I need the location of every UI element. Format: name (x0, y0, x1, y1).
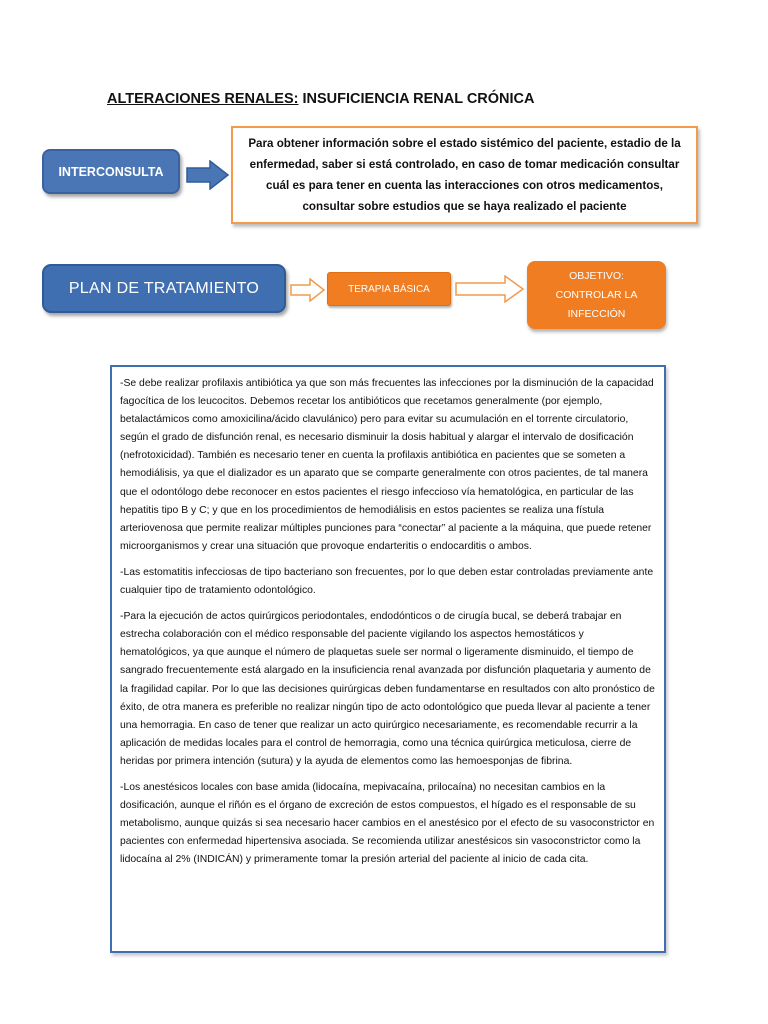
interconsulta-arrow-icon (186, 160, 230, 190)
paragraph-quirurgicos: -Para la ejecución de actos quirúrgicos periodontales, endodónticos o de cirugía bucal, se deberá trabajar en estrecha colaboración con el médico responsable del paciente vigilando los aspectos hemostáticos y hematológicos, ya que aunque el número de plaquetas suele ser normal o ligeramente disminuido, el tiempo de sangrado frecuentemente está alargado en la insuficiencia renal avanzada por disfunción plaquetaria y aumento de la fragilidad capilar. Por lo que las decisiones quirúrgicas deben fundamentarse en resultados con alto pronóstico de éxito, de otra manera es preferible no realizar ningún tipo de acto odontológico que pueda llevar al paciente a tener una hemorragia. En caso de tener que realizar un acto quirúrgico necesariamente, es recomendable recurrir a la aplicación de medidas locales para el control de hemorragia, como una técnica quirúrgica meticulosa, cierre de heridas por primera intención (sutura) y la ayuda de elementos como las hemoesponjas de fibrina. (120, 611, 655, 767)
paragraph-anestesicos: -Los anestésicos locales con base amida (lidocaína, mepivacaína, prilocaína) no necesitan cambios en la dosificación, aunque el riñón es el órgano de excreción de estos compuestos, el hígado es el responsable de su metabolismo, aunque quizás si sea necesario hacer cambios en el anestésico por el efecto de su vasoconstrictor en pacientes con enfermedad hipertensiva asociada. Se recomienda utilizar anestésicos sin vasoconstrictor como la lidocaína al 2% (INDICÁN) y primeramente tomar la presión arterial del paciente al inicio de cada cita. (120, 781, 655, 866)
objetivo-line-1: OBJETIVO: (569, 269, 624, 282)
objetivo-line-3: INFECCIÓN (567, 307, 626, 320)
objetivo-box (527, 261, 666, 329)
terapia-arrow-icon (455, 275, 525, 303)
paragraph-profilaxis: -Se debe realizar profilaxis antibiótica ya que son más frecuentes las infecciones por la disminución de la capacidad fagocítica de los leucocitos. Debemos recetar los antibióticos que recetamos generalmente (por ejemplo, betalactámicos como amoxicilina/ácido clavulánico) pero para evitar su acumulación en el torrente circulatorio, según el grado de disfunción renal, es necesario disminuir la dosis habitual y alargar el intervalo de dosificación (nefrotoxicidad). También es necesario tener en cuenta la profilaxis antibiótica en pacientes que se someten a hemodiálisis, ya que el dializador es un aparato que se comparte generalmente con otros pacientes, de tal manera que el odontólogo debe reconocer en estos pacientes el riesgo infeccioso vía hematológica, en particular de las hepatitis tipo B y C; y que en los procedimientos de hemodiálisis en estos pacientes se realiza una fístula arteriovenosa que permite realizar múltiples punciones para “conectar” al paciente a la máquina, que puede retener microorganismos y crear una situación que provoque endarteritis o endocarditis o ambos. (120, 378, 654, 552)
paragraph-estomatitis: -Las estomatitis infecciosas de tipo bacteriano son frecuentes, por lo que deben estar controladas previamente ante cualquier tipo de tratamiento odontológico. (120, 566, 654, 597)
page-title (107, 91, 667, 107)
interconsulta-box: INTERCONSULTA (42, 149, 180, 194)
title-subtitle: INSUFICIENCIA RENAL CRÓNICA (298, 91, 535, 107)
objetivo-line-2: CONTROLAR LA (555, 288, 638, 301)
title-main: ALTERACIONES RENALES: (107, 91, 299, 107)
interconsulta-info-box: Para obtener información sobre el estado sistémico del paciente, estadio de la enfermedad, saber si está controlado, en caso de tomar medicación consultar cuál es para tener en cuenta las interacciones con otros medicamentos, consultar sobre estudios que se haya realizado el paciente (231, 126, 698, 224)
terapia-basica-box: TERAPIA BÁSICA (327, 272, 451, 306)
treatment-content-box (110, 365, 666, 953)
plan-arrow-icon (290, 278, 326, 302)
plan-tratamiento-box: PLAN DE TRATAMIENTO (42, 264, 286, 313)
